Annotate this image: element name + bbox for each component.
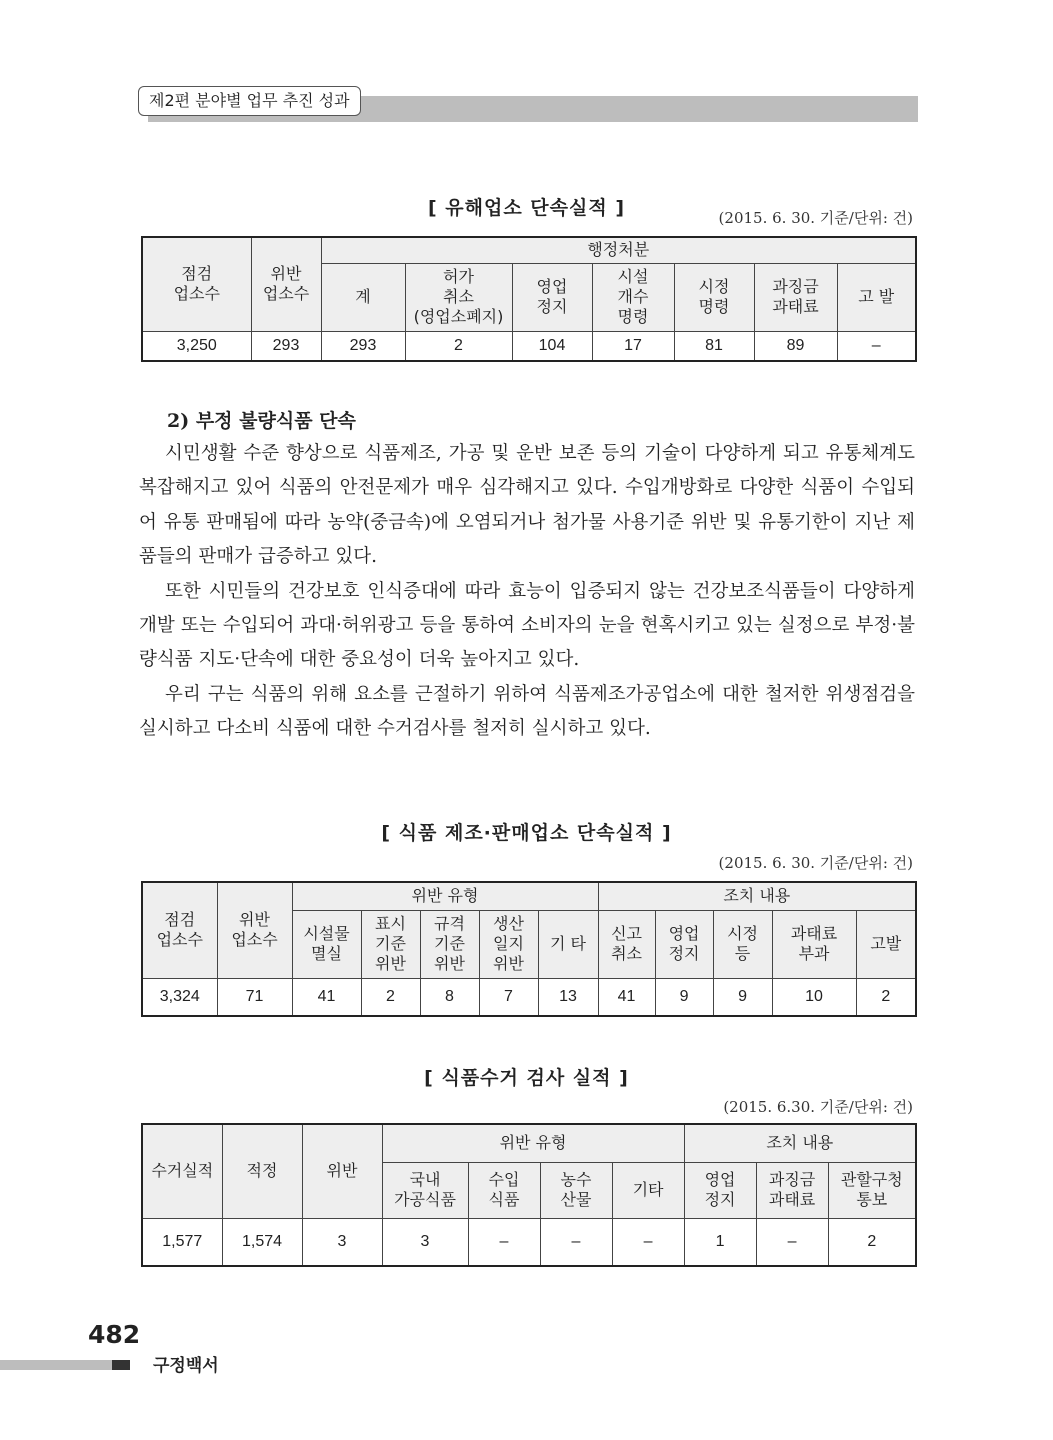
table-cell: 2 bbox=[828, 1218, 916, 1266]
table3-title: [ 식품수거 검사 실적 ] bbox=[424, 1067, 629, 1089]
table-cell: 2 bbox=[361, 978, 420, 1016]
table-cell: – bbox=[540, 1218, 612, 1266]
header-suitable: 적정 bbox=[222, 1124, 302, 1218]
header-fine: 과태료 부과 bbox=[772, 910, 856, 978]
table-cell: 2 bbox=[856, 978, 916, 1016]
header-permit-cancel: 허가 취소 (영업소폐지) bbox=[405, 263, 512, 331]
table-cell: 10 bbox=[772, 978, 856, 1016]
header-etc: 기타 bbox=[612, 1162, 684, 1218]
table-cell: – bbox=[612, 1218, 684, 1266]
table-cell: 9 bbox=[655, 978, 713, 1016]
header-hygiene: 시설물 멸실 bbox=[292, 910, 361, 978]
header-accusation: 고 발 bbox=[837, 263, 916, 331]
table-cell: 2 bbox=[405, 331, 512, 361]
header-inspected: 점검 업소수 bbox=[142, 882, 217, 978]
table2-title: [ 식품 제조·판매업소 단속실적 ] bbox=[381, 822, 672, 844]
header-fine: 과징금 과태료 bbox=[754, 263, 837, 331]
book-title: 구정백서 bbox=[153, 1356, 219, 1376]
header-report-cancel: 신고 취소 bbox=[598, 910, 655, 978]
table1-unit: (2015. 6. 30. 기준/단위: 건) bbox=[718, 209, 913, 227]
table-cell: 41 bbox=[598, 978, 655, 1016]
paragraph: 우리 구는 식품의 위해 요소를 근절하기 위하여 식품제조가공업소에 대한 철저한 위생점검을 실시하고 다소비 식품에 대한 수거검사를 철저히 실시하고 있다. bbox=[139, 683, 915, 740]
header-standard: 규격 기준 위반 bbox=[420, 910, 479, 978]
section-heading: 2) 부정 불량식품 단속 bbox=[167, 410, 356, 432]
table-cell: 3 bbox=[382, 1218, 468, 1266]
table-cell: 1,574 bbox=[222, 1218, 302, 1266]
page-number: 482 bbox=[88, 1320, 141, 1349]
table2 bbox=[141, 881, 917, 1017]
header-collected: 수거실적 bbox=[142, 1124, 222, 1218]
header-production-log: 생산 일지 위반 bbox=[479, 910, 538, 978]
header-domestic: 국내 가공식품 bbox=[382, 1162, 468, 1218]
header-correction-order: 시정 명령 bbox=[674, 263, 754, 331]
table-cell: – bbox=[756, 1218, 828, 1266]
table-cell: 17 bbox=[592, 331, 674, 361]
header-notify: 관할구청 통보 bbox=[828, 1162, 916, 1218]
table-cell: 41 bbox=[292, 978, 361, 1016]
header-biz-suspend: 영업 정지 bbox=[512, 263, 592, 331]
table-cell: 104 bbox=[512, 331, 592, 361]
table-cell: 71 bbox=[217, 978, 292, 1016]
header-agri: 농수 산물 bbox=[540, 1162, 612, 1218]
header-violation: 위반 bbox=[302, 1124, 382, 1218]
header-violation-type: 위반 유형 bbox=[292, 882, 598, 910]
table-cell: 293 bbox=[321, 331, 405, 361]
table-cell: – bbox=[468, 1218, 540, 1266]
header-action: 조치 내용 bbox=[684, 1124, 916, 1162]
table3 bbox=[141, 1123, 917, 1267]
header-fine: 과징금 과태료 bbox=[756, 1162, 828, 1218]
table1-title: [ 유해업소 단속실적 ] bbox=[427, 197, 626, 219]
header-biz-suspend: 영업 정지 bbox=[684, 1162, 756, 1218]
header-imported: 수입 식품 bbox=[468, 1162, 540, 1218]
table-cell: 293 bbox=[251, 331, 321, 361]
header-violation: 위반 업소수 bbox=[217, 882, 292, 978]
header-facility-order: 시설 개수 명령 bbox=[592, 263, 674, 331]
header-biz-suspend: 영업 정지 bbox=[655, 910, 713, 978]
header-etc: 기 타 bbox=[538, 910, 598, 978]
paragraph: 시민생활 수준 향상으로 식품제조, 가공 및 운반 보존 등의 기술이 다양하게 되고 유통체계도 복잡해지고 있어 식품의 안전문제가 매우 심각해지고 있다. 수입개방화로 다양한 식품이 수입되어 유통 판매됨에 따라 농약(중금속)에 오염되거나 첨가물 사용기준 위반 및 유통기한이 지난 제품들의 판매가 급증하고 있다. bbox=[139, 443, 915, 568]
table-cell: 1,577 bbox=[142, 1218, 222, 1266]
table-cell: 8 bbox=[420, 978, 479, 1016]
table-cell: 81 bbox=[674, 331, 754, 361]
section-body bbox=[139, 437, 915, 747]
header-accusation: 고발 bbox=[856, 910, 916, 978]
section-tab: 제2편 분야별 업무 추진 성과 bbox=[138, 86, 361, 116]
table1 bbox=[141, 236, 917, 362]
table2-unit: (2015. 6. 30. 기준/단위: 건) bbox=[718, 854, 913, 872]
header-action: 조치 내용 bbox=[598, 882, 916, 910]
header-violation-type: 위반 유형 bbox=[382, 1124, 684, 1162]
table-cell: 7 bbox=[479, 978, 538, 1016]
header-violation: 위반 업소수 bbox=[251, 237, 321, 331]
footer-bar bbox=[0, 1360, 112, 1370]
table-cell: 1 bbox=[684, 1218, 756, 1266]
table3-unit: (2015. 6.30. 기준/단위: 건) bbox=[723, 1098, 913, 1116]
table-cell: 3,250 bbox=[142, 331, 251, 361]
header-inspected: 점검 업소수 bbox=[142, 237, 251, 331]
table-cell: 89 bbox=[754, 331, 837, 361]
paragraph: 또한 시민들의 건강보호 인식증대에 따라 효능이 입증되지 않는 건강보조식품들이 다양하게 개발 또는 수입되어 과대·허위광고 등을 통하여 소비자의 눈을 현혹시키고 있는 실정으로 부정·불량식품 지도·단속에 대한 중요성이 더욱 높아지고 있다. bbox=[139, 580, 915, 671]
table-cell: 9 bbox=[713, 978, 772, 1016]
footer-marker bbox=[112, 1360, 130, 1370]
header-admin-action: 행정처분 bbox=[321, 237, 916, 263]
table-cell: 3,324 bbox=[142, 978, 217, 1016]
header-label: 표시 기준 위반 bbox=[361, 910, 420, 978]
header-total: 계 bbox=[321, 263, 405, 331]
header-correction: 시정 등 bbox=[713, 910, 772, 978]
table-cell: – bbox=[837, 331, 916, 361]
table-cell: 13 bbox=[538, 978, 598, 1016]
table-cell: 3 bbox=[302, 1218, 382, 1266]
